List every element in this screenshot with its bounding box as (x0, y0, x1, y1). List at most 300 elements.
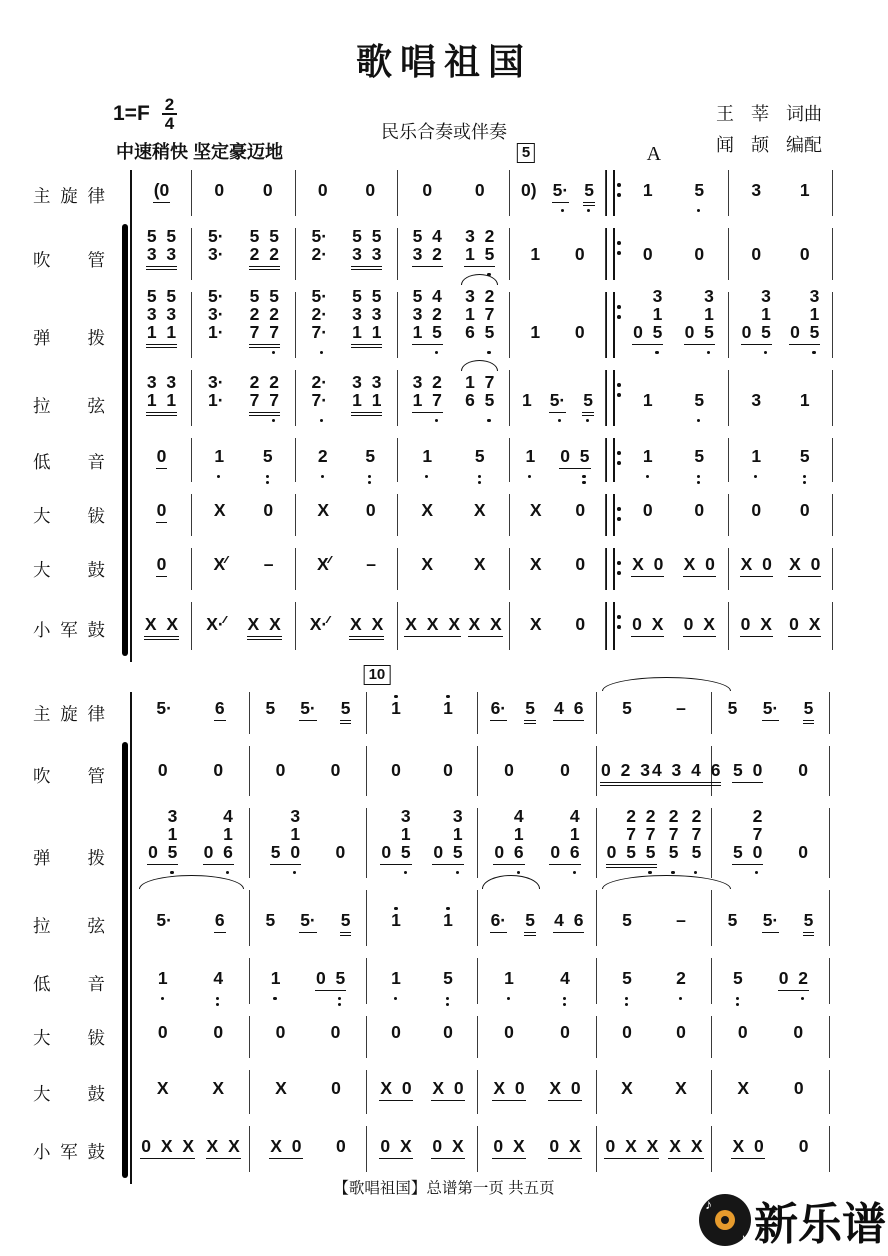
staff-row (132, 692, 842, 746)
note-group (140, 1137, 195, 1155)
beam-line (553, 720, 584, 721)
note-line: 1 7 (412, 390, 442, 410)
note-line: X⁄⁄ (213, 554, 227, 574)
measure (296, 228, 398, 280)
site-logo[interactable] (699, 1188, 886, 1252)
note-group (146, 287, 177, 341)
note-group (524, 911, 536, 929)
beam-line (732, 782, 763, 783)
octave-dots-below (751, 475, 760, 478)
note-line: 0 (799, 500, 810, 520)
octave-dots-below (558, 209, 567, 212)
note-line: 0 (365, 180, 376, 200)
note-group (153, 181, 171, 199)
octave-dots-below (570, 871, 579, 874)
note-line: 4 (513, 806, 524, 826)
system-bracket (122, 742, 128, 1178)
note-line: 0 (365, 500, 376, 520)
repeat-barline (606, 170, 615, 216)
note-line: 1 1 (352, 322, 382, 342)
octave-dots-below (432, 351, 441, 354)
note-line: 0 (575, 614, 586, 634)
measure (296, 602, 398, 650)
beam-line (552, 202, 570, 203)
note-line: 2· (311, 372, 328, 392)
note-line: 7 (668, 824, 679, 844)
note-line: 0 X X (141, 1136, 195, 1156)
octave-dots-below (652, 351, 661, 354)
note-line: X (421, 554, 434, 574)
note-line: 5· (300, 698, 316, 718)
note-group (797, 761, 809, 779)
note-group (157, 1023, 169, 1041)
note-group (529, 615, 543, 633)
beam-line (340, 720, 352, 721)
staff-row (132, 370, 842, 438)
note-line: 3 (167, 806, 178, 826)
note-line: 2 2 (249, 244, 279, 264)
measure (367, 1070, 478, 1114)
beam-line (549, 412, 567, 413)
beam-line (651, 785, 722, 786)
measure (510, 292, 606, 358)
measure (398, 438, 510, 482)
beam-line (299, 932, 317, 933)
octave-dots-below (290, 871, 299, 874)
note-line: 0 (214, 180, 225, 200)
note-group (740, 615, 773, 633)
note-group (421, 447, 433, 465)
beam-line (732, 864, 763, 865)
note-line: 0 5 (741, 322, 771, 342)
beam-line (604, 1158, 659, 1159)
note-group (683, 615, 716, 633)
note-line: 5 5 (146, 226, 177, 246)
note-group (275, 1023, 287, 1041)
note-line: X (529, 500, 542, 520)
beam-line (412, 412, 443, 413)
note-line: 5 5 (249, 286, 279, 306)
octave-dots-below (317, 419, 326, 422)
note-line: 0 (642, 244, 653, 264)
beam-line (351, 415, 382, 416)
measure (132, 1016, 250, 1058)
beam-line (803, 720, 815, 721)
note-line: 0 (799, 244, 810, 264)
note-line: 1 (521, 390, 532, 410)
tremolo-icon: ⁄⁄ (328, 555, 331, 566)
note-line: X (421, 500, 434, 520)
note-line: 5 (622, 968, 632, 988)
note-line: 0 2 3 (601, 760, 650, 780)
note-group (731, 1137, 764, 1155)
instrument-label (33, 1070, 130, 1126)
note-line: 3 (652, 286, 663, 306)
measure (619, 438, 729, 482)
note-group (464, 227, 495, 263)
note-group (146, 227, 177, 263)
note-line: 5 (799, 446, 810, 466)
measure (729, 170, 833, 216)
octave-dots-below (733, 997, 742, 1006)
measure (132, 890, 250, 946)
meter-denominator: 4 (164, 114, 175, 133)
octave-dots-below (422, 475, 431, 478)
note-line: 1 (642, 446, 653, 466)
note-group (270, 807, 301, 861)
note-line: 5 (622, 698, 632, 718)
beam-line (249, 344, 280, 345)
section-mark: A (646, 143, 662, 165)
note-line: 0 (330, 1022, 341, 1042)
beam-line (351, 344, 382, 345)
note-line: X (212, 1078, 225, 1098)
note-group (212, 1023, 224, 1041)
measure (296, 286, 398, 358)
note-group (490, 911, 508, 929)
staff-row (132, 494, 842, 548)
note-line: 5 (732, 968, 743, 988)
beam-line (249, 347, 280, 348)
note-line: 3 2 (465, 226, 495, 246)
note-group (631, 555, 664, 573)
instrument-label-text: 大 鼓 (33, 1084, 105, 1104)
measure (132, 1070, 250, 1114)
measure (250, 808, 367, 878)
beam-line (156, 522, 168, 523)
note-group (212, 969, 224, 987)
note-line: 1 1 (146, 390, 177, 410)
note-group (604, 1137, 659, 1155)
octave-dots-below (583, 419, 592, 422)
note-line: 3 2 (465, 286, 495, 306)
octave-dots-below (269, 419, 278, 422)
octave-dots-below (214, 475, 223, 478)
note-group (683, 555, 716, 573)
beam-line (803, 932, 815, 933)
note-line: 5 (584, 180, 594, 200)
note-group (651, 761, 722, 779)
note-group (750, 245, 762, 263)
note-group (317, 181, 329, 199)
measure (619, 228, 729, 280)
note-line: 0 X (683, 614, 715, 634)
measure (398, 548, 510, 590)
note-group (330, 1079, 342, 1097)
note-line: X (473, 500, 486, 520)
note-line: 5· (552, 180, 569, 200)
note-group (144, 615, 179, 633)
note-line: 3 (452, 806, 463, 826)
note-line: 0 (331, 1078, 341, 1098)
note-line: 0 X (740, 614, 772, 634)
staff-row (132, 602, 842, 662)
note-line: 1 (422, 446, 433, 466)
measure (296, 548, 398, 590)
note-line: 5 (525, 698, 535, 718)
note-group (621, 1023, 633, 1041)
beam-line (583, 202, 595, 203)
measure (132, 494, 192, 536)
note-line: 5 (474, 446, 485, 466)
octave-dots-below (484, 419, 493, 422)
note-group (642, 181, 654, 199)
note-line: 1 (391, 968, 401, 988)
note-line: 0 X (549, 1136, 581, 1156)
measure (132, 370, 192, 426)
note-group (275, 761, 287, 779)
note-group (299, 911, 317, 929)
note-line: 2 (691, 806, 702, 826)
note-group (299, 699, 317, 717)
beam-line (524, 935, 536, 936)
instrument-label (33, 958, 130, 1016)
measure (597, 890, 712, 946)
note-group (642, 501, 654, 519)
octave-dots-below (555, 419, 564, 422)
measure (712, 890, 830, 946)
beam-line (147, 864, 178, 865)
note-group (642, 245, 654, 263)
note-group (524, 447, 536, 465)
note-group (212, 761, 224, 779)
note-line: X X (144, 614, 179, 634)
measure (192, 438, 296, 482)
measure (132, 228, 192, 280)
score-header (0, 0, 888, 170)
note-line: 1· (208, 322, 224, 342)
note-line: 5· (311, 226, 328, 246)
note-group (750, 447, 762, 465)
measure (712, 958, 830, 1004)
key-label: 1=F (113, 102, 150, 125)
measure (510, 494, 606, 536)
octave-dots-below (504, 997, 513, 1000)
note-line: 2· (311, 244, 328, 264)
beam-line (789, 344, 820, 345)
note-line: 0 X (432, 1136, 464, 1156)
note-group (574, 501, 586, 519)
note-line: 5 (803, 910, 814, 930)
note-group (390, 907, 402, 929)
note-line: 5 0 (270, 842, 301, 862)
beam-line (412, 344, 443, 345)
beam-line (349, 639, 384, 640)
note-line: X 0 (380, 1078, 412, 1098)
note-group (675, 699, 687, 717)
note-line: 5 (365, 446, 376, 466)
note-group (675, 1023, 687, 1041)
note-line: 1 (270, 968, 281, 988)
measure (132, 958, 250, 1004)
note-group (524, 699, 536, 717)
note-group (559, 761, 571, 779)
note-group (335, 1137, 347, 1155)
measure (712, 1126, 830, 1172)
note-line: X 0 (549, 1078, 581, 1098)
beam-line (524, 720, 536, 721)
note-group (155, 699, 173, 717)
note-line: 0 (263, 500, 274, 520)
beam-line (632, 344, 663, 345)
note-line: 3· (208, 244, 224, 264)
octave-dots-below (269, 351, 278, 354)
measure (729, 494, 833, 536)
beam-line (340, 935, 352, 936)
note-group (529, 555, 543, 573)
note-line: 5 (803, 698, 814, 718)
note-group (311, 227, 329, 263)
note-line: 5 (525, 910, 535, 930)
note-group (316, 552, 331, 573)
staff-row (132, 1070, 842, 1126)
octave-dots-below (453, 871, 462, 874)
beam-line (631, 636, 664, 637)
note-line: 1 (642, 390, 653, 410)
note-line: 2 (668, 806, 679, 826)
note-line: 0 X (789, 614, 821, 634)
note-line: 0 X (632, 614, 664, 634)
note-line: X (737, 1078, 750, 1098)
note-group (442, 695, 454, 717)
note-group (311, 287, 329, 341)
beam-line (683, 636, 716, 637)
beam-line (631, 576, 664, 577)
measure (478, 746, 597, 796)
note-line: X 0 (432, 1078, 464, 1098)
note-group (263, 555, 275, 573)
beam-line (431, 1100, 464, 1101)
note-group (349, 615, 384, 633)
octave-dots-below (223, 871, 232, 874)
note-line: 3 3 (352, 304, 382, 324)
measure (132, 438, 192, 482)
repeat-barline (606, 370, 615, 426)
measure (712, 1016, 830, 1058)
note-line: 0 5 5 (606, 842, 656, 862)
system-bracket (122, 224, 128, 656)
note-group (330, 761, 342, 779)
subtitle: 民乐合奏或伴奏 (381, 122, 507, 142)
tremolo-icon: ⁄⁄ (223, 615, 226, 626)
note-group (431, 1137, 464, 1155)
note-group (574, 245, 586, 263)
beam-line (524, 932, 536, 933)
measure (729, 548, 833, 590)
note-line: 1 (452, 824, 463, 844)
note-line: 0) (521, 180, 537, 200)
note-line: 5· (300, 910, 316, 930)
note-group (674, 1079, 688, 1097)
meter-numerator: 2 (162, 96, 177, 115)
beam-line (548, 1100, 581, 1101)
octave-dots-below (704, 351, 713, 354)
note-group (529, 323, 541, 341)
measure (619, 548, 729, 590)
note-line: 1 (751, 446, 762, 466)
note-group (762, 699, 780, 717)
note-group (205, 612, 226, 633)
note-line: 0 (751, 500, 762, 520)
note-group (420, 501, 434, 519)
note-line: 0 (262, 180, 273, 200)
measure (250, 1070, 367, 1114)
note-line: 5 5 (352, 226, 382, 246)
note-group (249, 287, 280, 341)
note-group (473, 555, 487, 573)
note-line: 0 (622, 1022, 632, 1042)
note-line: 3 2 (412, 244, 442, 264)
note-line: 0 (504, 1022, 514, 1042)
octave-dots-below (622, 997, 631, 1006)
note-line: 3 3 (352, 244, 382, 264)
measure (478, 958, 597, 1004)
measure (132, 170, 192, 216)
note-group (203, 807, 234, 861)
note-line: 6 5 (465, 322, 495, 342)
note-group (464, 287, 495, 341)
note-line: 7· (311, 390, 328, 410)
note-group (529, 245, 541, 263)
note-line: X X (350, 614, 384, 634)
note-group (380, 807, 411, 861)
beam-line (683, 576, 716, 577)
octave-dots-below (584, 209, 593, 212)
note-line: 1 (530, 322, 541, 342)
measure (597, 808, 712, 878)
note-line: 7 7 (626, 824, 656, 844)
note-line: 3 3 (146, 372, 177, 392)
repeat-barline (606, 438, 615, 482)
note-group (732, 969, 744, 987)
measure (192, 548, 296, 590)
measure (729, 438, 833, 482)
note-line: 0 X X (605, 1136, 659, 1156)
octave-dots-below (646, 871, 655, 874)
note-group (741, 287, 772, 341)
note-group (335, 843, 347, 861)
note-group (632, 287, 663, 341)
note-group (559, 1023, 571, 1041)
instrument-label-text: 拉 弦 (33, 916, 105, 936)
note-group (442, 969, 454, 987)
note-group (468, 615, 503, 633)
note-line: 0 (275, 760, 286, 780)
note-line: 0 6 (203, 842, 233, 862)
octave-dots-below (809, 351, 818, 354)
octave-dots-below (158, 997, 167, 1000)
instrument-label (33, 602, 130, 662)
note-line: 0 (798, 760, 809, 780)
octave-dots-below (798, 997, 807, 1000)
note-group (668, 1137, 703, 1155)
note-line: 0 (213, 1022, 224, 1042)
note-line: 4 (223, 806, 233, 826)
measure (296, 370, 398, 426)
note-line: 0 X (493, 1136, 525, 1156)
note-line: 3 3 (146, 304, 177, 324)
beam-line (606, 864, 657, 865)
note-group (214, 699, 226, 717)
beam-line (762, 932, 780, 933)
measure (712, 746, 830, 796)
measure (398, 370, 510, 426)
note-line: 5 (694, 390, 705, 410)
instrument-label (33, 370, 130, 438)
note-group (214, 911, 226, 929)
octave-dots-below (335, 997, 344, 1006)
octave-dots-below (560, 997, 569, 1006)
